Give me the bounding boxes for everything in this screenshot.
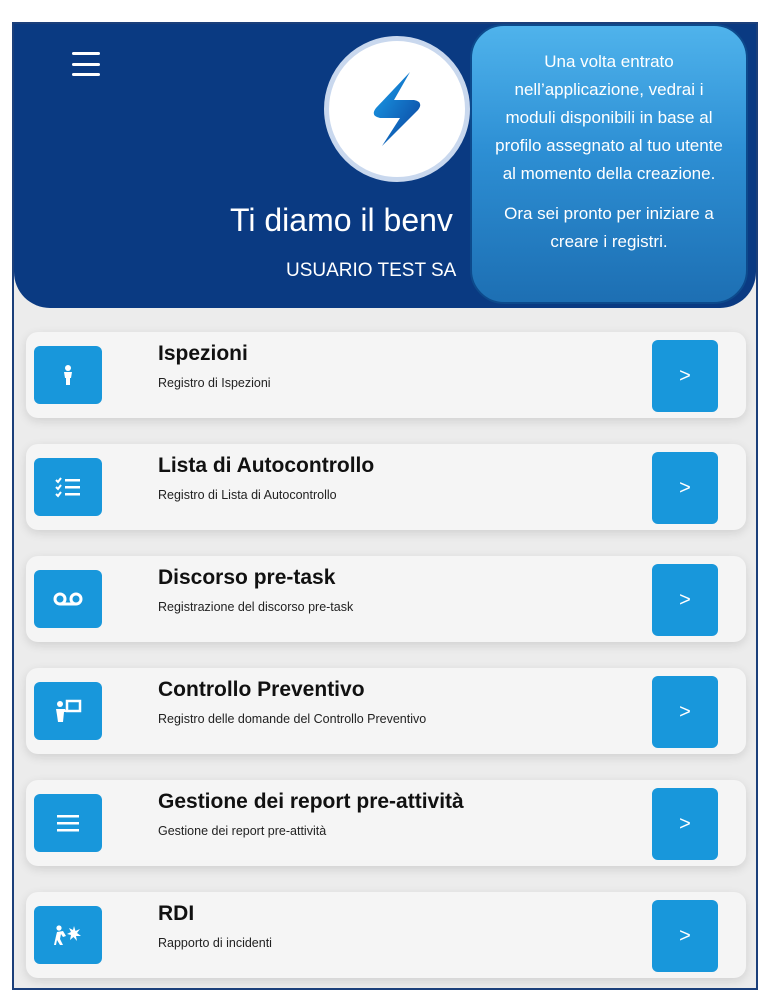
logo-s-icon bbox=[352, 64, 442, 154]
user-name: USUARIO TEST SA bbox=[286, 260, 457, 281]
app-frame bbox=[12, 22, 758, 990]
person-icon bbox=[34, 346, 102, 404]
module-card-discorso-pre-task[interactable] bbox=[26, 556, 746, 642]
module-list bbox=[26, 332, 746, 990]
open-module-button[interactable]: > bbox=[652, 564, 718, 636]
module-card-ispezioni[interactable] bbox=[26, 332, 746, 418]
module-title: Controllo Preventivo bbox=[158, 678, 365, 701]
header bbox=[14, 24, 756, 308]
open-module-button[interactable]: > bbox=[652, 788, 718, 860]
module-subtitle: Registro di Lista di Autocontrollo bbox=[158, 488, 337, 502]
module-subtitle: Registro di Ispezioni bbox=[158, 376, 271, 390]
incident-icon bbox=[34, 906, 102, 964]
list-icon bbox=[34, 794, 102, 852]
module-card-lista-autocontrollo[interactable] bbox=[26, 444, 746, 530]
tooltip-paragraph-1: Una volta entrato nell’applicazione, vedrai i moduli disponibili in base al profilo assegnato al tuo utente al momento della creazione. bbox=[495, 52, 723, 183]
open-module-button[interactable]: > bbox=[652, 676, 718, 748]
presenter-icon bbox=[34, 682, 102, 740]
app-logo bbox=[324, 36, 470, 182]
module-title: RDI bbox=[158, 902, 195, 925]
module-title: Lista di Autocontrollo bbox=[158, 454, 375, 477]
welcome-title: Ti diamo il benv bbox=[230, 202, 453, 238]
voicemail-icon bbox=[34, 570, 102, 628]
hamburger-menu-icon[interactable] bbox=[72, 52, 100, 76]
module-title: Discorso pre-task bbox=[158, 566, 336, 589]
open-module-button[interactable]: > bbox=[652, 340, 718, 412]
tooltip-paragraph-2: Ora sei pronto per iniziare a creare i registri. bbox=[504, 204, 714, 251]
module-card-gestione-report[interactable] bbox=[26, 780, 746, 866]
open-module-button[interactable]: > bbox=[652, 900, 718, 972]
onboarding-tooltip bbox=[470, 24, 748, 304]
module-title: Gestione dei report pre-attività bbox=[158, 790, 464, 813]
open-module-button[interactable]: > bbox=[652, 452, 718, 524]
module-card-controllo-preventivo[interactable] bbox=[26, 668, 746, 754]
module-card-rdi[interactable] bbox=[26, 892, 746, 978]
module-subtitle: Registro delle domande del Controllo Preventivo bbox=[158, 712, 427, 726]
module-title: Ispezioni bbox=[158, 342, 248, 365]
module-subtitle: Registrazione del discorso pre-task bbox=[158, 600, 354, 614]
module-subtitle: Gestione dei report pre-attività bbox=[158, 824, 327, 838]
checklist-icon bbox=[34, 458, 102, 516]
module-subtitle: Rapporto di incidenti bbox=[158, 936, 272, 950]
